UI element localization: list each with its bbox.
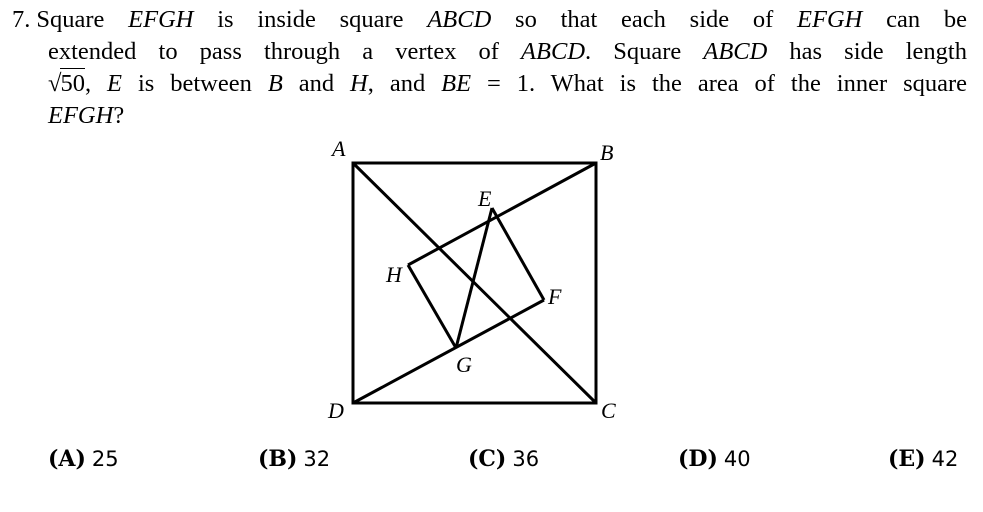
choice-a[interactable]: (A) 25	[48, 446, 119, 472]
figure-svg	[320, 130, 650, 430]
label-e: E	[478, 186, 492, 211]
label-a: A	[332, 136, 346, 161]
label-d: D	[328, 398, 344, 423]
label-b: B	[600, 140, 614, 165]
problem-number: 7.	[12, 6, 31, 33]
problem-line-1: 7. Square EFGH is inside square ABCD so that each side of EFGH can be	[12, 6, 967, 33]
line-b-h	[408, 163, 596, 265]
label-h: H	[386, 262, 402, 287]
line-d-f	[353, 300, 544, 403]
line-h-g	[408, 265, 456, 348]
geometry-figure	[320, 130, 650, 430]
label-g: G	[456, 352, 472, 377]
line-e-f	[492, 208, 544, 300]
choice-e[interactable]: (E) 42	[888, 446, 959, 472]
label-c: C	[601, 398, 616, 423]
problem-line-3: √50, E is between B and H, and BE = 1. What is the area of the inner square	[12, 68, 967, 100]
sqrt-symbol: √50	[48, 70, 85, 97]
choice-c[interactable]: (C) 36	[468, 446, 540, 472]
choice-b[interactable]: (B) 32	[258, 446, 331, 472]
choice-d[interactable]: (D) 40	[678, 446, 751, 472]
problem-line-2: extended to pass through a vertex of ABCD. Square ABCD has side length	[48, 38, 967, 65]
problem-line-4: EFGH?	[48, 102, 125, 129]
answer-choices	[0, 446, 983, 482]
problem-text	[12, 4, 967, 132]
label-f: F	[548, 284, 562, 309]
